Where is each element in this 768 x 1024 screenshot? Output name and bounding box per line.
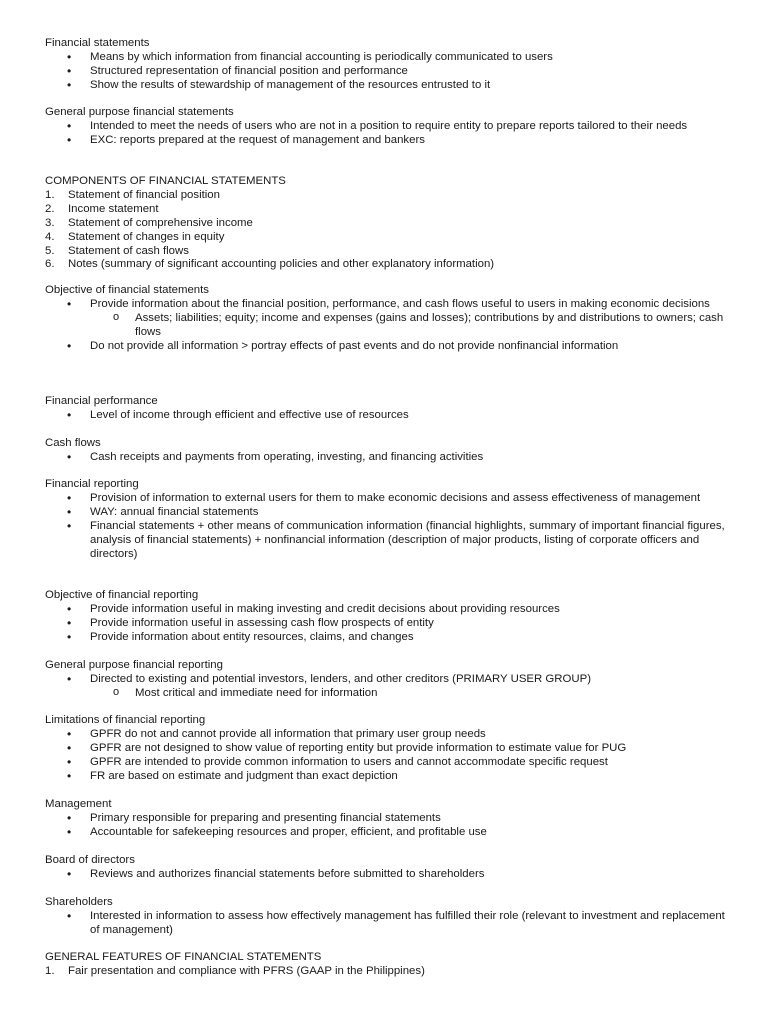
section-objective-fr bbox=[45, 589, 725, 645]
section-heading: Cash flows bbox=[45, 437, 101, 449]
list-item: • Financial statements + other means of communication information (financial highlights, summary of important financial figures, analysis of financial statements) + nonfinancial information (description of major products, listing of corporate officers and directors) bbox=[45, 520, 725, 562]
section-heading: General purpose financial statements bbox=[45, 106, 234, 118]
list-item: • Directed to existing and potential investors, lenders, and other creditors (PRIMARY USER GROUP) bbox=[45, 673, 725, 687]
list-item: • Provision of information to external users for them to make economic decisions and assess effectiveness of management bbox=[45, 492, 725, 506]
list-item: • Provide information about entity resources, claims, and changes bbox=[45, 631, 725, 645]
bullet-list bbox=[45, 673, 725, 701]
list-item-text: Income statement bbox=[68, 202, 159, 215]
bullet-list bbox=[45, 451, 725, 465]
list-item bbox=[45, 245, 725, 259]
list-item: • Accountable for safekeeping resources and proper, efficient, and profitable use bbox=[45, 826, 725, 840]
list-item: • Means by which information from financial accounting is periodically communicated to users bbox=[45, 51, 725, 65]
list-item bbox=[45, 231, 725, 245]
bullet-list bbox=[45, 492, 725, 562]
list-item bbox=[45, 965, 725, 979]
section-financial-performance bbox=[45, 395, 725, 423]
list-item: • EXC: reports prepared at the request of management and bankers bbox=[45, 134, 725, 148]
list-item-text: Statement of changes in equity bbox=[68, 230, 225, 243]
list-item: • Interested in information to assess how effectively management has fulfilled their role (relevant to investment and replacement of management) bbox=[45, 910, 725, 938]
section-heading: Board of directors bbox=[45, 854, 135, 866]
bullet-list bbox=[45, 868, 725, 882]
sub-list-item: o Assets; liabilities; equity; income and expenses (gains and losses); contributions by and distributions to owners; cash flows bbox=[45, 312, 725, 340]
bullet-list bbox=[45, 298, 725, 354]
numbered-list bbox=[45, 965, 725, 979]
section-heading: GENERAL FEATURES OF FINANCIAL STATEMENTS bbox=[45, 951, 322, 963]
list-item: • Intended to meet the needs of users who are not in a position to require entity to prepare reports tailored to their needs bbox=[45, 120, 725, 134]
section-heading: Financial statements bbox=[45, 37, 150, 49]
list-item: • Cash receipts and payments from operating, investing, and financing activities bbox=[45, 451, 725, 465]
list-number: 4. bbox=[45, 230, 55, 243]
list-item: • Structured representation of financial position and performance bbox=[45, 65, 725, 79]
list-item: • Level of income through efficient and effective use of resources bbox=[45, 409, 725, 423]
list-item: • Primary responsible for preparing and presenting financial statements bbox=[45, 812, 725, 826]
section-objective-fs bbox=[45, 284, 725, 354]
section-heading: Management bbox=[45, 798, 112, 810]
section-management bbox=[45, 798, 725, 840]
section-shareholders bbox=[45, 896, 725, 938]
section-heading: COMPONENTS OF FINANCIAL STATEMENTS bbox=[45, 175, 286, 187]
bullet-list bbox=[45, 812, 725, 840]
list-item: • Do not provide all information > portray effects of past events and do not provide nonfinancial information bbox=[45, 340, 725, 354]
bullet-list bbox=[45, 120, 725, 148]
section-limitations bbox=[45, 714, 725, 784]
section-heading: General purpose financial reporting bbox=[45, 659, 223, 671]
bullet-list bbox=[45, 51, 725, 93]
list-item: • GPFR do not and cannot provide all information that primary user group needs bbox=[45, 728, 725, 742]
list-item: • Show the results of stewardship of management of the resources entrusted to it bbox=[45, 79, 725, 93]
section-heading: Shareholders bbox=[45, 896, 113, 908]
section-financial-reporting bbox=[45, 478, 725, 561]
section-heading: Objective of financial reporting bbox=[45, 589, 199, 601]
section-board-of-directors bbox=[45, 854, 725, 882]
bullet-list bbox=[45, 910, 725, 938]
list-item: • Reviews and authorizes financial statements before submitted to shareholders bbox=[45, 868, 725, 882]
bullet-list bbox=[45, 409, 725, 423]
section-gpfr bbox=[45, 659, 725, 701]
section-general-purpose-fs bbox=[45, 106, 725, 148]
list-number: 5. bbox=[45, 244, 55, 257]
list-item: • WAY: annual financial statements bbox=[45, 506, 725, 520]
bullet-list bbox=[45, 603, 725, 645]
list-item: • Provide information about the financial position, performance, and cash flows useful to users in making economic decisions bbox=[45, 298, 725, 312]
list-item-text: Fair presentation and compliance with PFRS (GAAP in the Philippines) bbox=[68, 964, 425, 977]
list-number: 1. bbox=[45, 964, 55, 977]
list-item bbox=[45, 217, 725, 231]
list-number: 2. bbox=[45, 202, 55, 215]
list-item: • Provide information useful in making investing and credit decisions about providing resources bbox=[45, 603, 725, 617]
list-item: • GPFR are intended to provide common information to users and cannot accommodate specific request bbox=[45, 756, 725, 770]
list-number: 3. bbox=[45, 216, 55, 229]
sub-list-item: o Most critical and immediate need for information bbox=[45, 687, 725, 701]
list-item: • Provide information useful in assessing cash flow prospects of entity bbox=[45, 617, 725, 631]
section-general-features bbox=[45, 951, 725, 979]
section-heading: Financial reporting bbox=[45, 478, 139, 490]
list-item bbox=[45, 189, 725, 203]
section-heading: Limitations of financial reporting bbox=[45, 714, 206, 726]
list-item-text: Notes (summary of significant accounting policies and other explanatory information) bbox=[68, 258, 495, 271]
list-item bbox=[45, 258, 725, 272]
list-item bbox=[45, 203, 725, 217]
section-components bbox=[45, 175, 725, 272]
bullet-list bbox=[45, 728, 725, 784]
list-number: 6. bbox=[45, 258, 55, 271]
list-item-text: Statement of financial position bbox=[68, 188, 220, 201]
section-cash-flows bbox=[45, 437, 725, 465]
list-item: • FR are based on estimate and judgment than exact depiction bbox=[45, 770, 725, 784]
section-financial-statements bbox=[45, 37, 725, 93]
list-item-text: Statement of cash flows bbox=[68, 244, 189, 257]
list-number: 1. bbox=[45, 188, 55, 201]
section-heading: Financial performance bbox=[45, 395, 158, 407]
numbered-list bbox=[45, 189, 725, 272]
section-heading: Objective of financial statements bbox=[45, 284, 209, 296]
list-item: • GPFR are not designed to show value of reporting entity but provide information to estimate value for PUG bbox=[45, 742, 725, 756]
list-item-text: Statement of comprehensive income bbox=[68, 216, 253, 229]
